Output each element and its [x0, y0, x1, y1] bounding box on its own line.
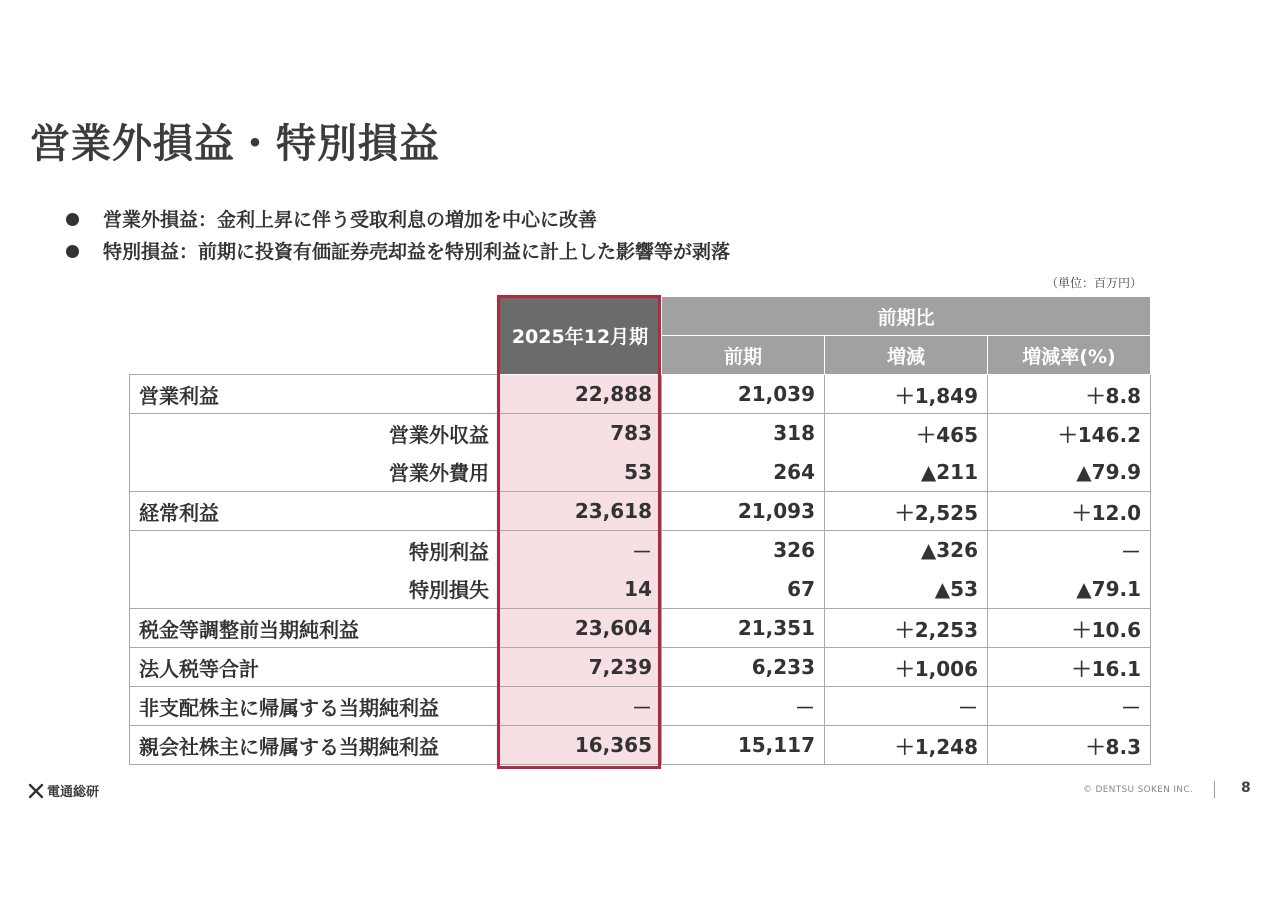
row-label: 親会社株主に帰属する当期純利益: [130, 726, 499, 765]
table-row: [130, 492, 1151, 531]
rate-value: －: [988, 531, 1151, 570]
current-value: 7,239: [499, 648, 662, 687]
current-value: 22,888: [499, 375, 662, 414]
rate-value: ＋10.6: [988, 609, 1151, 648]
financial-table: [129, 296, 1151, 765]
diff-value: ＋2,525: [825, 492, 988, 531]
prev-value: 67: [662, 570, 825, 609]
column-header-rate: 増減率(%): [988, 336, 1151, 375]
bullet-dot-icon: [66, 245, 79, 258]
footer-divider: [1214, 781, 1215, 798]
prev-value: 21,039: [662, 375, 825, 414]
table-row: [130, 726, 1151, 765]
table-header-row: [130, 297, 1151, 336]
table-row: [130, 687, 1151, 726]
bullet-dot-icon: [66, 213, 79, 226]
current-value: 16,365: [499, 726, 662, 765]
row-label: 経常利益: [130, 492, 499, 531]
current-value: 23,618: [499, 492, 662, 531]
table-row: [130, 375, 1151, 414]
company-logo: [28, 781, 99, 800]
table-row: [130, 414, 1151, 453]
diff-value: ▲326: [825, 531, 988, 570]
rate-value: －: [988, 687, 1151, 726]
current-value: 783: [499, 414, 662, 453]
prev-value: 318: [662, 414, 825, 453]
prev-value: 6,233: [662, 648, 825, 687]
row-label: 特別利益: [130, 531, 499, 570]
current-value: －: [499, 687, 662, 726]
rate-value: ＋8.8: [988, 375, 1151, 414]
prev-value: －: [662, 687, 825, 726]
rate-value: ＋16.1: [988, 648, 1151, 687]
row-label: 営業利益: [130, 375, 499, 414]
rate-value: ＋12.0: [988, 492, 1151, 531]
diff-value: ＋1,849: [825, 375, 988, 414]
row-label: 営業外費用: [130, 453, 499, 492]
diff-value: ＋465: [825, 414, 988, 453]
table-row: [130, 570, 1151, 609]
bullet-text: 特別損益：前期に投資有価証券売却益を特別利益に計上した影響等が剥落: [103, 241, 731, 263]
column-header-diff: 増減: [825, 336, 988, 375]
column-header-prev: 前期: [662, 336, 825, 375]
prev-value: 15,117: [662, 726, 825, 765]
bullet-list: [66, 204, 730, 268]
table-row: [130, 531, 1151, 570]
rate-value: ▲79.9: [988, 453, 1151, 492]
diff-value: ＋1,006: [825, 648, 988, 687]
header-spacer: [130, 336, 499, 375]
bullet-item: [66, 204, 730, 236]
row-label: 特別損失: [130, 570, 499, 609]
current-value: －: [499, 531, 662, 570]
diff-value: ＋1,248: [825, 726, 988, 765]
rate-value: ▲79.1: [988, 570, 1151, 609]
current-value: 53: [499, 453, 662, 492]
diff-value: －: [825, 687, 988, 726]
prev-value: 21,351: [662, 609, 825, 648]
current-value: 23,604: [499, 609, 662, 648]
table-row: [130, 453, 1151, 492]
unit-note: （単位：百万円）: [1046, 276, 1143, 290]
prev-value: 326: [662, 531, 825, 570]
rate-value: ＋8.3: [988, 726, 1151, 765]
page-number: 8: [1241, 780, 1251, 796]
diff-value: ▲53: [825, 570, 988, 609]
prev-value: 264: [662, 453, 825, 492]
header-spacer: [130, 297, 499, 336]
row-label: 営業外収益: [130, 414, 499, 453]
page-title: 営業外損益・特別損益: [30, 121, 440, 167]
table-row: [130, 609, 1151, 648]
rate-value: ＋146.2: [988, 414, 1151, 453]
row-label: 法人税等合計: [130, 648, 499, 687]
diff-value: ▲211: [825, 453, 988, 492]
prev-value: 21,093: [662, 492, 825, 531]
bullet-text: 営業外損益：金利上昇に伴う受取利息の増加を中心に改善: [103, 209, 598, 231]
comparison-group-header: 前期比: [662, 297, 1151, 336]
dentsu-soken-logo-icon: [28, 783, 44, 799]
table-row: [130, 648, 1151, 687]
current-period-header: 2025年12月期: [499, 297, 662, 375]
logo-text: 電通総研: [47, 785, 100, 800]
diff-value: ＋2,253: [825, 609, 988, 648]
row-label: 税金等調整前当期純利益: [130, 609, 499, 648]
current-value: 14: [499, 570, 662, 609]
row-label: 非支配株主に帰属する当期純利益: [130, 687, 499, 726]
copyright: © DENTSU SOKEN INC.: [1083, 785, 1194, 795]
bullet-item: [66, 236, 730, 268]
